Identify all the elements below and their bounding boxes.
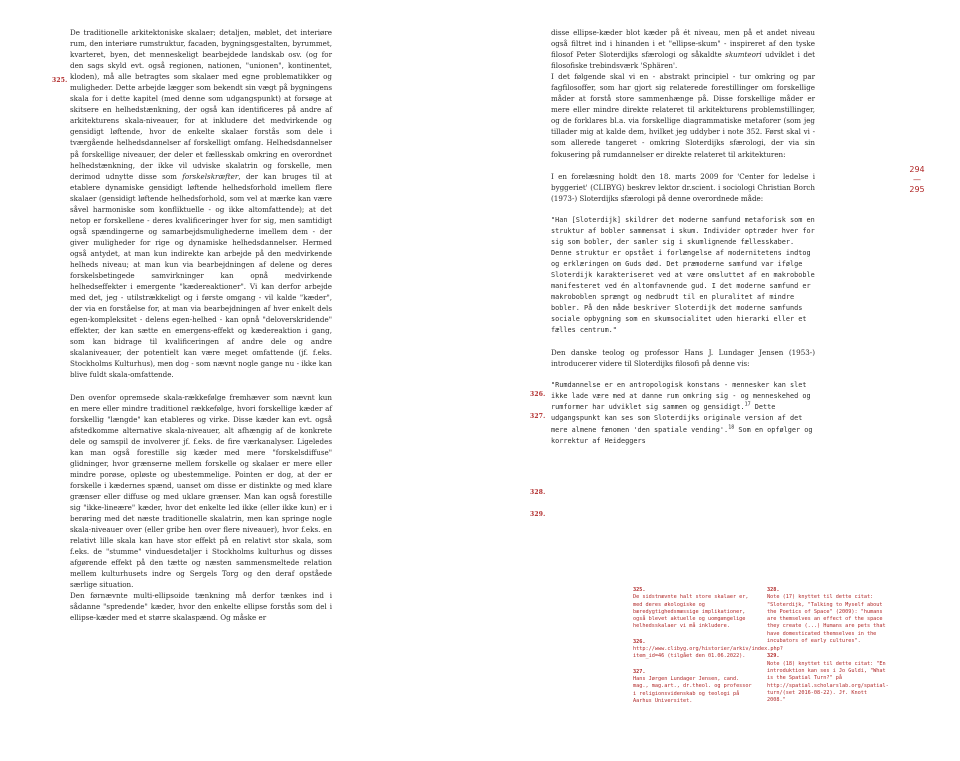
footnote-ref-18: 18 bbox=[728, 424, 735, 431]
right-paragraph-3: I en forelæsning holdt den 18. marts 2009 for 'Center for ledelse i byggeriet' (CLIBYG) beskrev lektor dr.scient. i sociologi Christian Borch (1973-) Sloterdijks sfærologi på denne overordnede måde: bbox=[551, 171, 815, 203]
page-numbers bbox=[900, 165, 934, 195]
footnote-number: 326. bbox=[633, 638, 646, 645]
margin-note-326: 326. bbox=[530, 391, 546, 398]
right-paragraph-2: I det følgende skal vi en - abstrakt principiel - tur omkring og par fagfilosoffer, som har gjort sig relaterede forestillinger om forskellige måder at forstå store sammenhænge på. Disse forskellige måder er mere eller mindre direkte relateret til arkitekturens problemstillinger, og de forklares bl.a. via forskellige diagrammatiske metaforer (som jeg tillader mig at kalde dem, hvilket jeg uddyber i note 352. Først skal vi - som allerede tangeret - omkring Sloterdijks sfærologi, der via sin fokusering på rumdannelser er direkte relateret til arkitekturen: bbox=[551, 72, 815, 159]
footnote-329 bbox=[767, 653, 887, 704]
page-number-separator: — bbox=[913, 175, 921, 184]
footnote-text: Hans Jørgen Lundager Jensen, cand. mag., mag.art., dr.theol. og professor i religionsvidenskab og teologi på Aarhus Universitet. bbox=[633, 675, 752, 704]
footnote-325 bbox=[633, 587, 755, 631]
margin-note-327: 327. bbox=[530, 413, 546, 420]
right-quote-1: "Han [Sloterdijk] skildrer det moderne samfund metaforisk som en struktur af bobler sammensat i skum. Individer optræder hver for sig som bobler, der samler sig i skumlignende fællesskaber. Denne struktur er opstået i forlængelse af modernitetens indtog og erklæringen om Guds død. Det præmoderne samfund var ifølge Sloterdijk karakteriseret ved at være omsluttet af en makroboble manifesteret ved én altomfavnende gud. I det moderne samfund er makroboblen sprængt og nedbrudt til en pluralitet af mindre bobler. På den måde beskriver Sloterdijk det moderne samfunds sociale opbygning som en skumsocialitet uden hierarki eller et fælles centrum." bbox=[551, 215, 815, 335]
left-page-body bbox=[70, 27, 332, 623]
left-p1-text: De traditionelle arkitektoniske skalaer; detaljen, møblet, det interiøre rum, den interiøre rumstruktur, facaden, bygningsgestalten, byrummet, kvarteret, byen, det menneskeligt bearbejdede landskab osv. (og for den sags skyld evt. også regionen, nationen, "unionen", kontinentet, kloden), må alle betragtes som skalaer med egne problematikker og muligheder. Dette arbejde lægger som bekendt sin vægt på bygningens skala for i dette kapitel (med denne som udgangspunkt) at forsøge at skitsere en helhedstænkning, der også kan identificeres på andre af arkitekturens skala-niveauer, for at inkludere det medvirkende og gensidigt løftende, hvor de enkelte skalaer forstås som dele i tværgående helhedsdannelser af forskelligt omfang. Helhedsdannelser på forskellige niveauer, der deler et fællesskab omkring en overordnet helhedstænkning, der ikke vil udviske skalatrin og forskelle, men derimod udnytte disse som bbox=[70, 28, 332, 181]
footnote-number: 328. bbox=[767, 587, 780, 593]
right-q2-part-c: Som en opfølger og korrektur af Heideggers bbox=[551, 425, 813, 445]
footnote-number: 325. bbox=[633, 587, 646, 593]
right-p1-text: disse ellipse-kæder blot kæder på ét niveau, men på et andet niveau også filtret ind i hinanden i et "ellipse-skum" - inspireret af den tyske filosof Peter Sloterdijks sfærologi og såkaldte bbox=[551, 28, 815, 60]
footnote-327 bbox=[633, 669, 755, 705]
footnote-ref-17: 17 bbox=[744, 402, 751, 409]
margin-note-328: 328. bbox=[530, 489, 546, 496]
right-q2-part-b: Dette udgangspunkt kan ses som Sloterdijks originale version af det mere almene fænomen 'den spatiale vending'. bbox=[551, 403, 803, 434]
margin-note-329: 329. bbox=[530, 511, 546, 518]
footnote-number: 327. bbox=[633, 668, 646, 675]
right-q2-part-a: "Rumdannelse er en antropologisk konstans - mennesker kan slet ikke lade være med at danne rum omkring sig - og menneskehed og rumformer har udviklet sig sammen og gensidigt. bbox=[551, 381, 811, 412]
right-paragraph-4: Den danske teolog og professor Hans J. Lundager Jensen (1953-) introducerer videre til Sloterdijks filosofi på denne vis: bbox=[551, 348, 815, 369]
footnotes-column-2 bbox=[767, 587, 887, 712]
right-p1-rest: udviklet i det filosofiske trebindsværk 'Sphären'. bbox=[551, 50, 815, 71]
footnote-number: 329. bbox=[767, 653, 780, 660]
footnote-text: Note (18) knyttet til dette citat: "En introduktion kan ses i Jo Guldi, "What is the Spatial Turn?" på http://spatial.scholarslab.org/spatial-turn/(set 2016-08-22). Jf. Knott 2008." bbox=[767, 660, 889, 704]
footnote-text: De sidstnævnte halt store skalaer er, med deres økologiske og bæredygtighedsmæssige implikationer, også blevet aktuelle og uomgængelige helhedsskalaer vi må inkludere. bbox=[633, 594, 749, 630]
footnote-328 bbox=[767, 587, 887, 645]
page-number-left: 294 bbox=[909, 165, 925, 174]
right-paragraph-1 bbox=[551, 27, 815, 71]
left-paragraph-2: Den ovenfor opremsede skala-rækkefølge fremhæver som nævnt kun en mere eller mindre traditionel rækkefølge, hvori forskellige kæder af forskellig "længde" kan etableres og virke. Disse kæder kan evt. også afstedkomme alternative skala-niveauer, alt afhængig af de konkrete dele og samspil de involverer jf. f.eks. de fire værkanalyser. Ligeledes kan man også forestille sig kæder med mere "forskelsdiffuse" glidninger, hvor grænserne mellem forskelle og skalaer er mere eller mindre porøse, opløste og ubestemmelige. Pointen er dog, at der er forskelle i kædernes spænd, uanset om disse er distinkte og med klare grænser eller diffuse og med uklare grænser. Man kan også forestille sig "ikke-lineære" kæder, hvor det enkelte led ikke (eller ikke kun) er i berøring med det næste traditionelle skalatrin, men kan springe nogle skala-niveauer over (eller gribe hen over flere niveauer), hvor f.eks. en relativt lille skala kan have stor effekt på en relativt stor skala, som f.eks. de "stumme" vinduesdetaljer i Stockholms kulturhus og disses afgørende effekt på den tætte og næsten sammensmeltede relation mellem kulturhusets indre og Sergels Torg og den deraf opståede særlige situation. bbox=[70, 392, 332, 590]
margin-note-325: 325. bbox=[52, 77, 68, 84]
left-paragraph-3: Den førnævnte multi-ellipsoide tænkning må derfor tænkes ind i sådanne "spredende" kæder, hvor den enkelte ellipse forstås som del i ellipse-kæder med et større skalaspænd. Og måske er bbox=[70, 591, 332, 623]
left-paragraph-1 bbox=[70, 27, 332, 381]
footnote-text: Note (17) knyttet til dette citat: "Sloterdijk, "Talking to Myself about the Poetics of Space" (2009): "humans are themselves an effect of the space they create (...) Humans are pets that have domesticated themselves in the incubators of early cultures". bbox=[767, 594, 886, 645]
right-quote-2 bbox=[551, 380, 815, 446]
left-p1-rest: , der kan bruges til at etablere dynamiske gensidigt løftende helhedsforhold imellem flere skalaer (gensidigt løftende helhedsforhold, som vel at mærke kan være såvel harmoniske som konfliktuelle - og ikke altomfattende); at det netop er forskellene - deres kvalificeringer hver for sig, men samtidigt også spændingerne og samarbejdsmulighederne imellem dem - der giver muligheder for rige og dynamiske helhedsdannelser. Hermed også antydet, at man kun indirekte kan arbejde på den medvirkende helheds niveau; at man kun via bearbejdningen af delene og deres forskelsbetingede samvirkninger kan opnå medvirkende helhedseffekter i emergente "kædereaktioner". Vi kan derfor arbejde med det, jeg - utilstrækkeligt og i første omgang - vil kalde "kæder", der via en forståelse for, at man via bearbejdningen af hver enkelt dels egen-kompleksitet - delens egen-helhed - kan opnå "deloverskridende" effekter, der kan sætte en emergens-effekt og kædereaktion i gang, som kan bidrage til kvalificeringen af andre dele og andre skalaniveauer, der potentielt kan være meget omfattende (jf. f.eks. Stockholms Kulturhus), men dog - som nævnt nogle gange nu - ikke kan blive fuldt skala-omfattende. bbox=[70, 171, 332, 380]
right-page-body bbox=[551, 27, 815, 447]
footnote-link[interactable]: http://www.clibyg.org/historier/arkiv/index.php?item_id=46 (tilgået den 01.06.2022). bbox=[633, 646, 783, 660]
right-p1-emphasis: skumteori bbox=[725, 50, 762, 60]
left-p1-emphasis: forskelskræfter bbox=[182, 171, 239, 181]
page-number-right: 295 bbox=[909, 185, 925, 194]
